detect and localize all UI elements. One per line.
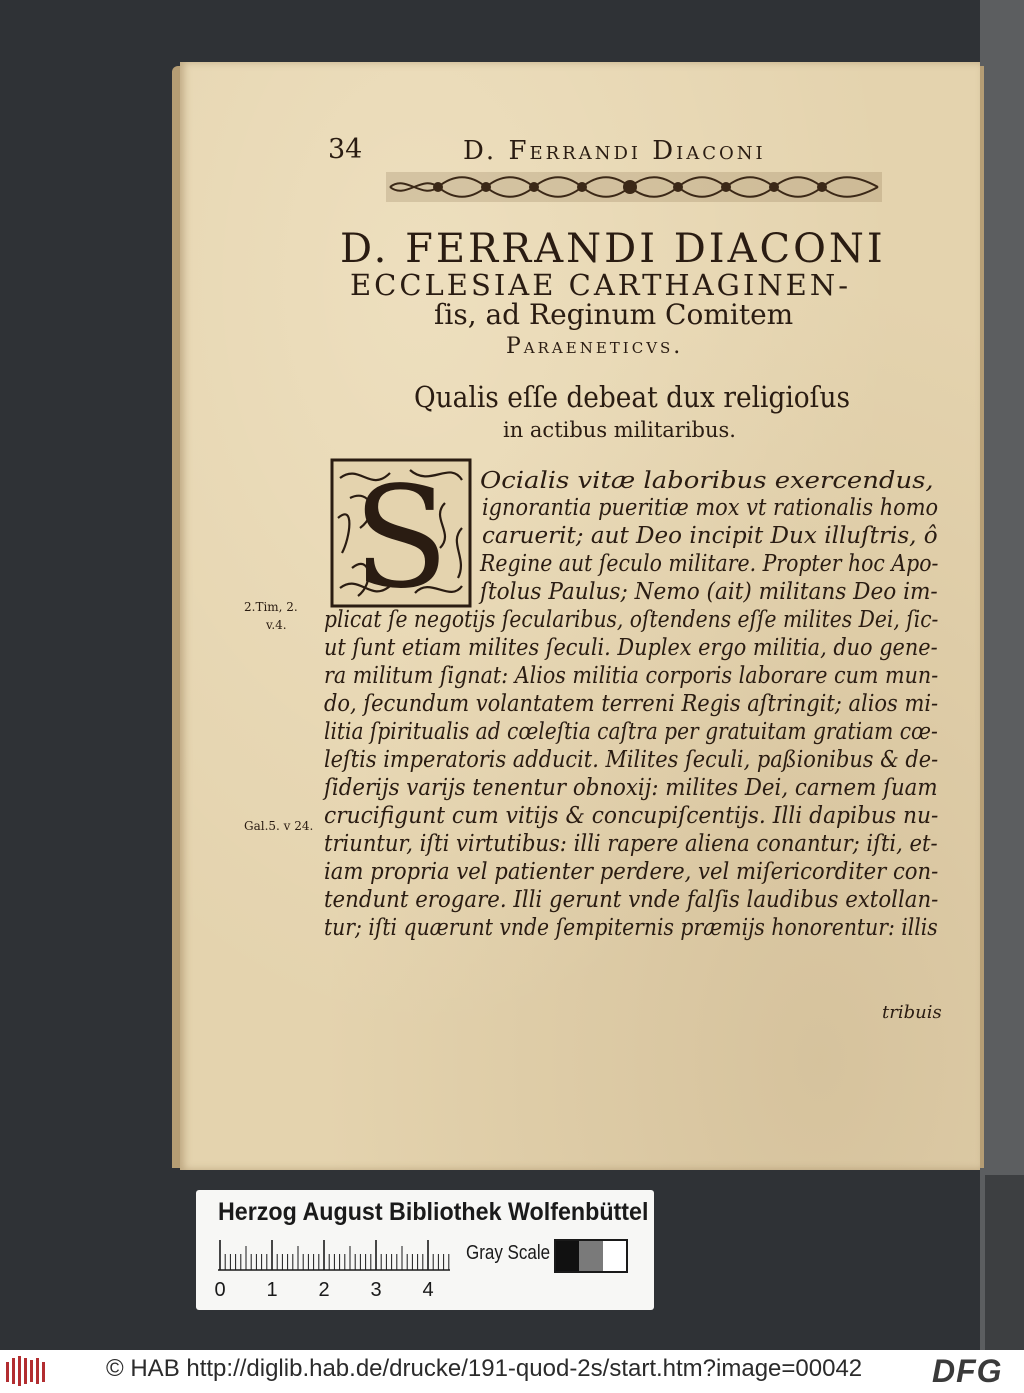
title-line-4: Paraeneticvs.	[506, 334, 684, 359]
ruler-number: 0	[214, 1279, 226, 1301]
gray-scale-swatches	[554, 1239, 628, 1273]
body-line: iam propria vel patienter perdere, vel miſericorditer con-	[324, 857, 939, 885]
body-line: plicat ſe negotijs ſecularibus, oſtendens eſſe milites Dei, ſic-	[324, 605, 939, 633]
title-line-1: D. FERRANDI DIACONI	[340, 226, 886, 272]
copyright-url: © HAB http://diglib.hab.de/drucke/191-quod-2s/start.htm?image=00042	[106, 1355, 863, 1382]
subtitle-line-1: Qualis eſſe debeat dux religioſus	[414, 380, 850, 414]
library-label-card	[196, 1190, 654, 1310]
body-line: litia ſpiritualis ad cœleſtia caſtra per gratuitam gratiam cœ-	[324, 717, 938, 745]
title-line-2: ECCLESIAE CARTHAGINEN-	[350, 268, 851, 302]
body-line: tur; iſti quærunt vnde ſempiternis præmijs honorentur: illis	[324, 913, 938, 941]
ruler-number: 3	[370, 1279, 382, 1301]
ruler-number: 4	[422, 1279, 434, 1301]
body-line: leſtis imperatoris adducit. Milites ſeculi, paßionibus & de-	[324, 745, 939, 773]
initial-letter: S	[353, 458, 449, 608]
subtitle-line-2: in actibus militaribus.	[503, 418, 736, 442]
body-line: tendunt erogare. Illi gerunt vnde falſis laudibus extollan-	[324, 885, 939, 913]
margin-note-2: Gal.5. v 24.	[244, 819, 314, 833]
gray-swatch-mid	[579, 1241, 602, 1271]
running-title: D. Ferrandi Diaconi	[463, 136, 766, 166]
hab-logo-icon	[6, 1356, 46, 1386]
title-line-3: ſis, ad Reginum Comitem	[434, 298, 794, 331]
library-name: Herzog August Bibliothek Wolfenbüttel	[218, 1198, 649, 1226]
footer-bar	[0, 1350, 1024, 1393]
ruler-number: 1	[266, 1279, 278, 1301]
body-line: ſtolus Paulus; Nemo (ait) militans Deo im-	[480, 577, 938, 605]
ruler-number: 2	[318, 1279, 330, 1301]
decorated-initial	[330, 458, 472, 608]
body-line: caruerit; aut Deo incipit Dux illuſtris, ô	[482, 521, 938, 549]
body-line: Regine aut ſeculo militare. Propter hoc Apo-	[480, 549, 939, 577]
right-panel-lower	[985, 1175, 1024, 1350]
catchword: tribuis	[882, 1002, 942, 1023]
gray-swatch-white	[603, 1241, 626, 1271]
body-line: Ocialis vitæ laboribus exercendus,	[480, 466, 934, 494]
body-line: do, ſecundum volantatem terreni Regis aſtringit; alios mi-	[324, 689, 939, 717]
body-line: ignorantia pueritiæ mox vt rationalis homo	[482, 493, 939, 521]
body-line: triuntur, iſti virtutibus: illi rapere aliena conantur; iſti, et-	[324, 829, 938, 857]
ornamental-headpiece	[386, 170, 882, 204]
gray-scale-label: Gray Scale	[466, 1242, 551, 1264]
body-line: ra militum ſignat: Alios militia corporis laborare cum mun-	[324, 661, 939, 689]
page-number: 34	[328, 134, 363, 165]
right-panel	[980, 0, 1024, 1350]
initial-ornament-graphic	[330, 458, 472, 608]
dfg-logo: DFG	[932, 1353, 1003, 1389]
body-line: ſiderijs varijs tenentur obnoxij: milites Dei, carnem ſuam	[324, 773, 938, 801]
margin-note-1b: v.4.	[266, 618, 287, 632]
gray-swatch-black	[556, 1241, 579, 1271]
measurement-ruler	[214, 1236, 454, 1302]
margin-note-1a: 2.Tim, 2.	[244, 600, 298, 614]
body-line: ut ſunt etiam milites ſeculi. Duplex ergo militia, duo gene-	[324, 633, 938, 661]
body-line: crucifigunt cum vitijs & concupiſcentijs. Illi dapibus nu-	[324, 801, 939, 829]
